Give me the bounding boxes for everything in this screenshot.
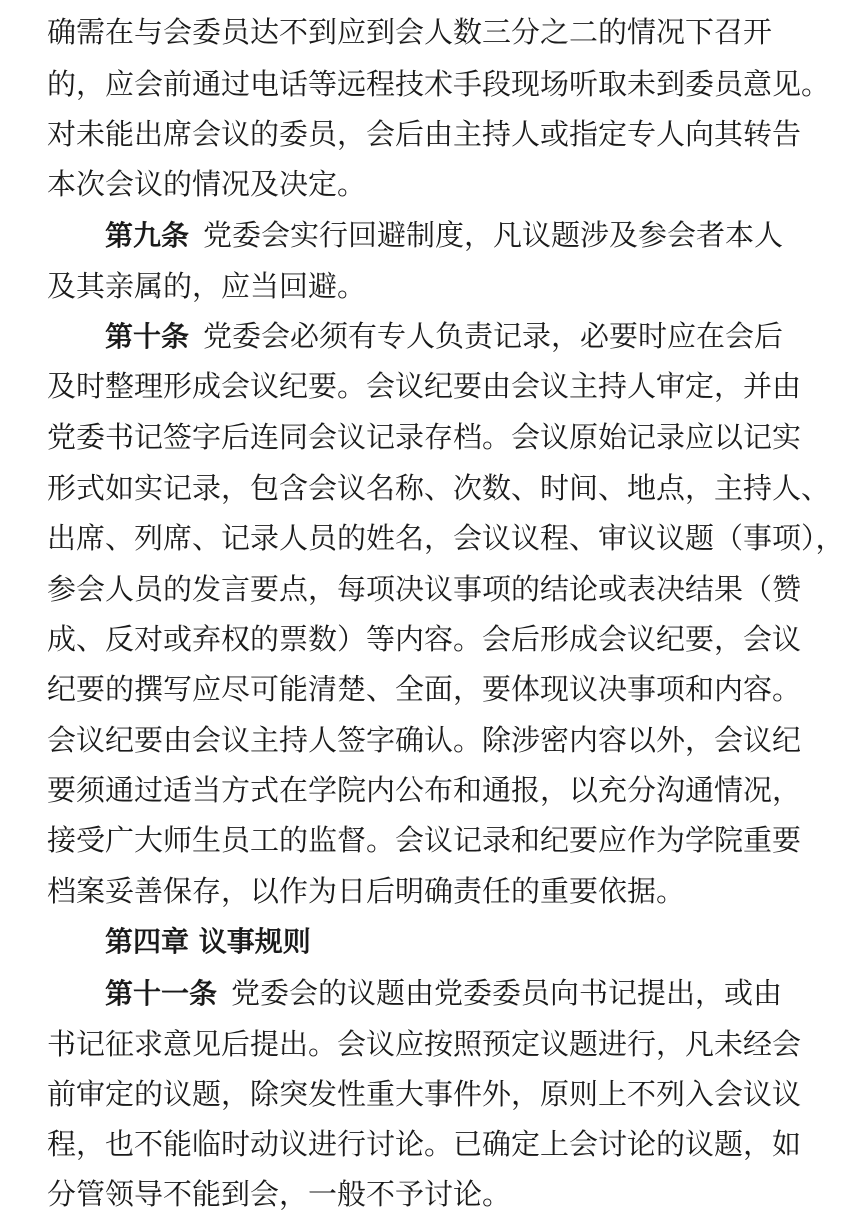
text-line: 分管领导不能到会，一般不予讨论。 <box>47 1177 512 1211</box>
text-line: 纪要的撰写应尽可能清楚、全面，要体现议决事项和内容。 <box>47 672 802 706</box>
text-line: 参会人员的发言要点，每项决议事项的结论或表决结果（赞 <box>47 572 802 606</box>
text-line: 的，应会前通过电话等远程技术手段现场听取未到委员意见。 <box>47 67 831 101</box>
article-10-heading: 第十条 <box>105 320 190 353</box>
text-line: 接受广大师生员工的监督。会议记录和纪要应作为学院重要 <box>47 823 802 857</box>
text-line: 对未能出席会议的委员，会后由主持人或指定专人向其转告 <box>47 117 802 151</box>
article-10-text: 党委会必须有专人负责记录，必要时应在会后 <box>203 319 784 353</box>
text-line: 程，也不能临时动议进行讨论。已确定上会讨论的议题，如 <box>47 1127 802 1161</box>
article-11-heading: 第十一条 <box>105 977 218 1010</box>
text-line: 要须通过适当方式在学院内公布和通报，以充分沟通情况， <box>47 773 802 807</box>
article-9-line <box>105 209 837 261</box>
article-9-text: 党委会实行回避制度，凡议题涉及参会者本人 <box>203 218 784 252</box>
text-line: 前审定的议题，除突发性重大事件外，原则上不列入会议议 <box>47 1077 802 1111</box>
text-line: 及其亲属的，应当回避。 <box>47 269 367 303</box>
text-line: 档案妥善保存，以作为日后明确责任的重要依据。 <box>47 874 686 908</box>
text-line: 书记征求意见后提出。会议应按照预定议题进行，凡未经会 <box>47 1027 802 1061</box>
text-line: 本次会议的情况及决定。 <box>47 167 367 201</box>
article-11-text: 党委会的议题由党委委员向书记提出，或由 <box>231 976 783 1010</box>
chapter-4-heading: 第四章 议事规则 <box>105 925 311 958</box>
text-line: 出席、列席、记录人员的姓名，会议议程、审议议题（事项）， <box>47 521 845 555</box>
text-line: 确需在与会委员达不到应到会人数三分之二的情况下召开 <box>47 15 773 49</box>
article-10-line <box>105 310 837 362</box>
text-line: 及时整理形成会议纪要。会议纪要由会议主持人审定，并由 <box>47 369 802 403</box>
article-9-heading: 第九条 <box>105 219 190 252</box>
text-line: 成、反对或弃权的票数）等内容。会后形成会议纪要，会议 <box>47 622 802 656</box>
text-line: 会议纪要由会议主持人签字确认。除涉密内容以外，会议纪 <box>47 723 802 757</box>
text-line: 党委书记签字后连同会议记录存档。会议原始记录应以记实 <box>47 420 802 454</box>
article-11-line <box>105 967 837 1019</box>
text-line: 形式如实记录，包含会议名称、次数、时间、地点，主持人、 <box>47 471 831 505</box>
